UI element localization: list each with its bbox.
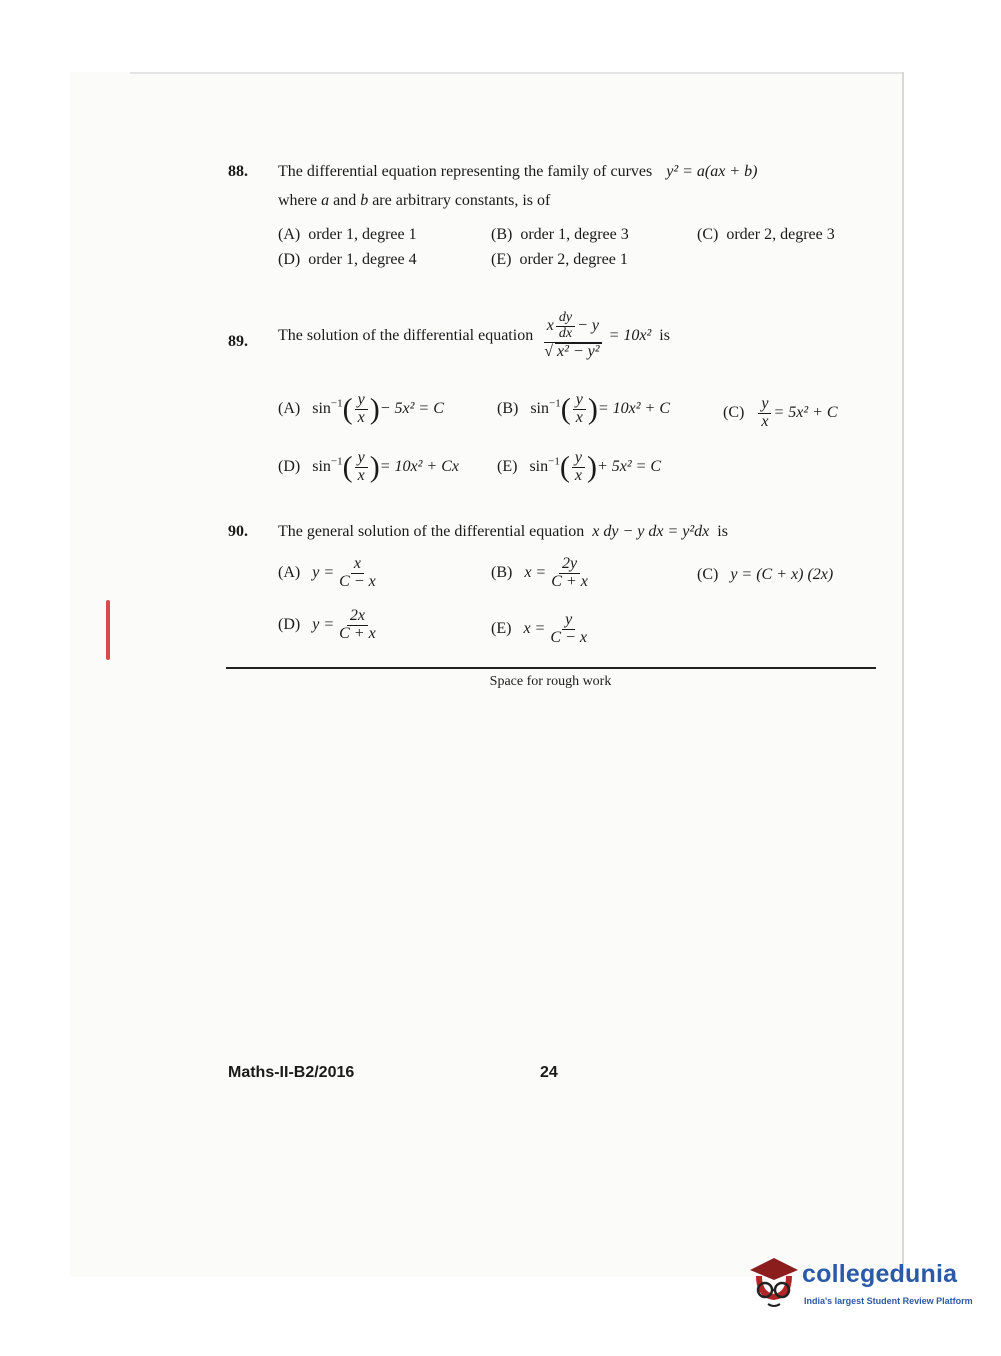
option-fn: sin: [529, 457, 549, 475]
q89-option-d: (D) $\sin^{-1}$( $\frac{y}{x}$ )= 10x² + Cx: [278, 449, 459, 484]
option-label: (E): [497, 457, 518, 475]
q90-option-e: [491, 612, 592, 647]
option-text: order 1, degree 3: [520, 226, 629, 243]
option-fn: sin: [312, 399, 331, 417]
option-den: x: [761, 412, 769, 430]
option-text: order 2, degree 3: [726, 226, 835, 243]
q88-rest: are arbitrary constants, is of: [372, 192, 551, 209]
q90-prefix: The general solution of the differential equation: [278, 523, 585, 540]
q90-option-a: [278, 556, 381, 591]
option-num: y: [574, 449, 582, 466]
option-den: x: [575, 408, 583, 426]
option-rest: = 10x² + C: [597, 399, 670, 417]
question-88-number: 88.: [228, 163, 248, 180]
rough-work-label: Space for rough work: [489, 674, 612, 689]
question-88-equation: y² = a(ax + b): [666, 163, 758, 180]
q90-option-b: [491, 556, 593, 591]
page-edge: [130, 72, 902, 74]
option-label: (D): [278, 615, 301, 633]
option-den: C + x: [339, 624, 376, 642]
option-label: (E): [491, 619, 512, 637]
q88-var-b: b: [360, 192, 369, 209]
option-rest: = 10x² + Cx: [379, 457, 459, 475]
option-text: order 1, degree 1: [308, 226, 417, 243]
option-lhs: x =: [523, 619, 546, 637]
q89-main-fraction: [541, 311, 604, 360]
question-88-line2: [278, 192, 550, 210]
option-num: y: [357, 391, 365, 408]
q89-num-x: x: [546, 317, 554, 335]
red-pen-mark: [106, 600, 110, 660]
option-lhs: x =: [524, 563, 547, 581]
question-90-text: [278, 523, 728, 541]
graduate-mascot-icon: [746, 1252, 800, 1312]
option-num: y: [575, 391, 583, 408]
option-inv: −1: [330, 455, 343, 468]
question-88-text: [278, 163, 757, 181]
q88-option-a: [278, 226, 417, 244]
option-label: (A): [278, 226, 301, 243]
q89-option-b: (B) $\sin^{-1}$( $\frac{y}{x}$ )= 10x² + C: [497, 391, 670, 426]
option-num: y: [357, 449, 365, 466]
q88-var-a: a: [321, 192, 330, 209]
question-90-number: 90.: [228, 523, 248, 540]
q89-dx: dx: [558, 326, 573, 342]
option-inv: −1: [548, 455, 560, 468]
option-den: C − x: [550, 628, 587, 646]
collegedunia-logo: [746, 1252, 976, 1322]
q89-minus-y: − y: [577, 317, 599, 335]
option-num: x: [353, 555, 361, 572]
q88-option-d: [278, 251, 417, 269]
option-rest: + 5x² = C: [596, 457, 662, 475]
option-label: (A): [278, 563, 301, 581]
option-num: y: [565, 611, 573, 628]
q89-denominator: √ x² − y²: [544, 342, 600, 360]
question-89-number: 89.: [228, 333, 248, 350]
option-text: order 1, degree 4: [308, 251, 417, 268]
option-rest: − 5x² = C: [379, 399, 444, 417]
option-label: (E): [491, 251, 512, 268]
option-num: 2y: [561, 555, 578, 572]
rough-work-divider: [226, 667, 876, 669]
option-den: C + x: [551, 572, 588, 590]
option-rest: = 5x² + C: [773, 403, 838, 421]
option-label: (B): [491, 226, 513, 243]
option-label: (C): [697, 566, 719, 583]
option-label: (C): [697, 226, 719, 243]
option-label: (C): [723, 403, 745, 421]
q88-where: where: [278, 192, 318, 209]
option-inv: −1: [330, 397, 343, 410]
option-label: (B): [497, 399, 519, 417]
q89-rhs: = 10x²: [608, 327, 652, 344]
option-num: 2x: [349, 607, 365, 624]
option-fn: sin: [530, 399, 549, 417]
q89-den-text: x² − y²: [556, 342, 600, 360]
option-lhs: y =: [312, 615, 335, 633]
q90-option-c: [697, 566, 833, 584]
question-89-prefix: The solution of the differential equation: [278, 327, 534, 344]
q89-option-e: (E) $\sin^{-1}$( $\frac{y}{x}$ )+ 5x² = C: [497, 449, 662, 484]
option-den: x: [574, 466, 582, 484]
q89-option-a: (A) $\sin^{-1}$( $\frac{y}{x}$ )− 5x² = C: [278, 391, 444, 426]
option-num: y: [761, 395, 769, 412]
q88-option-c: [697, 226, 835, 244]
q90-equation: x dy − y dx = y²dx: [592, 523, 710, 540]
paper-code: Maths-II-B2/2016: [228, 1064, 355, 1081]
option-text: order 2, degree 1: [519, 251, 628, 268]
option-label: (A): [278, 399, 301, 417]
q88-option-b: [491, 226, 629, 244]
question-88-line1: The differential equation representing the family of curves: [278, 163, 653, 180]
option-lhs: y =: [312, 563, 335, 581]
option-label: (B): [491, 563, 513, 581]
option-text: y = (C + x) (2x): [730, 566, 834, 583]
logo-tagline: India's largest Student Review Platform: [804, 1296, 973, 1306]
q88-option-e: [491, 251, 628, 269]
option-label: (D): [278, 251, 301, 268]
option-inv: −1: [549, 397, 561, 410]
option-fn: sin: [312, 457, 331, 475]
option-den: x: [357, 408, 365, 426]
q89-numerator: [544, 311, 602, 342]
q88-and: and: [333, 192, 357, 209]
q89-dy: dy: [558, 310, 573, 326]
logo-wordmark: collegedunia: [802, 1260, 958, 1288]
option-den: x: [357, 466, 365, 484]
option-den: C − x: [339, 572, 376, 590]
page-number: 24: [540, 1064, 558, 1081]
q89-suffix: is: [659, 327, 670, 344]
q89-dydx: [556, 311, 575, 341]
option-label: (D): [278, 457, 301, 475]
q90-suffix: is: [717, 523, 728, 540]
question-89-text: [278, 300, 670, 372]
q89-option-c: [723, 396, 838, 431]
q90-option-d: [278, 608, 381, 643]
